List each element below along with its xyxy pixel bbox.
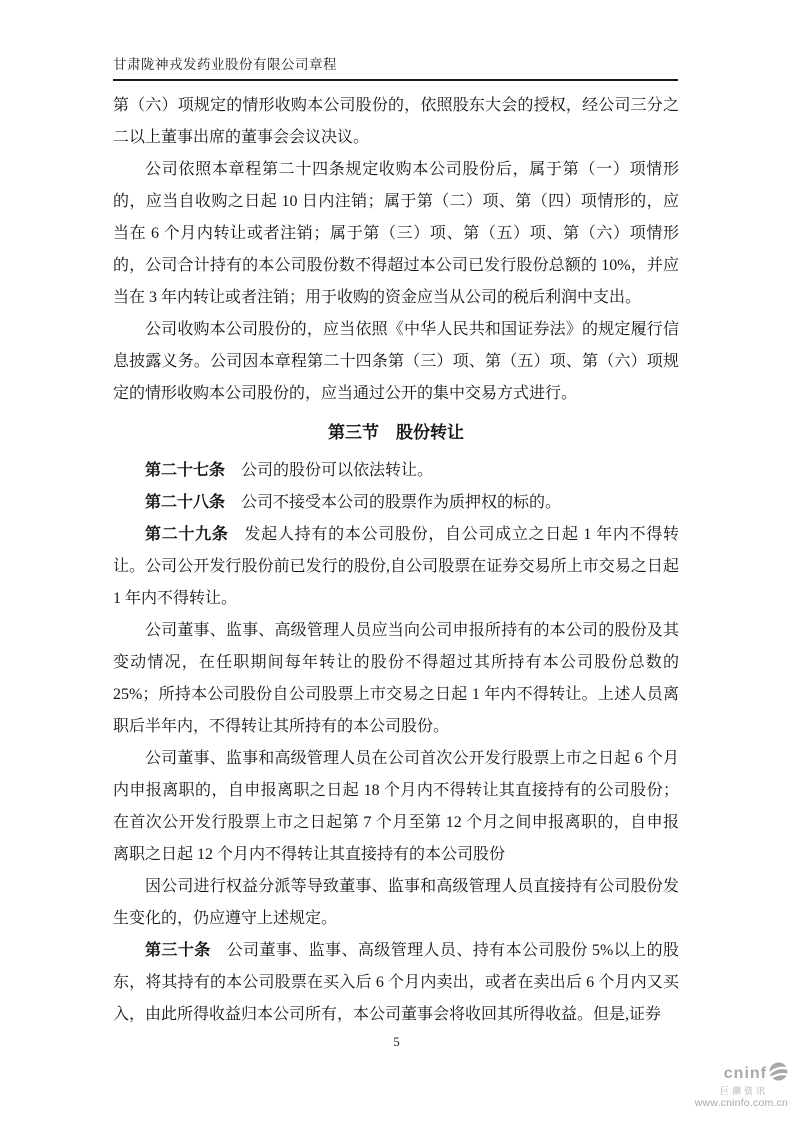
article-paragraph: 第二十九条 发起人持有的本公司股份，自公司成立之日起 1 年内不得转让。公司公开发行股份前已发行的股份,自公司股票在证券交易所上市交易之日起 1 年内不得转让。: [113, 526, 679, 607]
cninfo-brand-text: cninf: [723, 1064, 767, 1082]
cninfo-chinese-name: 巨潮资讯: [719, 1085, 768, 1096]
article-paragraph: 第二十七条 公司的股份可以依法转让。: [145, 462, 434, 479]
document-header: 甘肃陇神戎发药业股份有限公司章程: [113, 53, 678, 81]
cninfo-logo: [695, 1062, 788, 1110]
article-number: 第二十九条: [145, 526, 229, 543]
section-heading: 第三节 股份转让: [328, 423, 464, 442]
body-paragraph: 公司收购本公司股份的，应当依照《中华人民共和国证券法》的规定履行信息披露义务。公司因本章程第二十四条第（三）项、第（五）项、第（六）项规定的情形收购本公司股份的，应当通过公开的集中交易方式进行。: [113, 321, 679, 402]
body-paragraph: 因公司进行权益分派等导致董事、监事和高级管理人员直接持有公司股份发生变化的，仍应遵守上述规定。: [113, 878, 679, 927]
article-number: 第三十条: [145, 942, 211, 959]
cninfo-url: www.cninfo.com.cn: [694, 1097, 788, 1110]
body-paragraph: 第（六）项规定的情形收购本公司股份的，依照股东大会的授权，经公司三分之二以上董事出席的董事会会议决议。: [113, 97, 679, 146]
article-number: 第二十七条: [145, 462, 226, 479]
cninfo-logo-row: [695, 1062, 788, 1086]
article-paragraph: 第三十条 公司董事、监事、高级管理人员、持有本公司股份 5%以上的股东，将其持有的本公司股票在买入后 6 个月内卖出，或者在卖出后 6 个月内又买入，由此所得收益归本公司所有，本公司董事会将收回其所得收益。但是,证券: [113, 942, 679, 1023]
body-paragraph: 公司董事、监事、高级管理人员应当向公司申报所持有的本公司的股份及其变动情况，在任职期间每年转让的股份不得超过其所持有本公司股份总数的 25%；所持本公司股份自公司股票上市交易之日起 1 年内不得转让。上述人员离职后半年内，不得转让其所持有的本公司股份。: [113, 622, 679, 735]
document-body: [113, 90, 679, 1031]
article-paragraph: 第二十八条 公司不接受本公司的股票作为质押权的标的。: [145, 494, 562, 511]
article-number: 第二十八条: [145, 494, 226, 511]
page-number: 5: [393, 1034, 400, 1049]
cninfo-swirl-icon: [769, 1062, 788, 1086]
body-paragraph: 公司依照本章程第二十四条规定收购本公司股份后，属于第（一）项情形的，应当自收购之日起 10 日内注销；属于第（二）项、第（四）项情形的，应当在 6 个月内转让或者注销；属于第（三）项、第（五）项、第（六）项情形的，公司合计持有的本公司股份数不得超过本公司已发行股份总额的 10%，并应当在 3 年内转让或者注销；用于收购的资金应当从公司的税后利润中支出。: [113, 161, 679, 306]
body-paragraph: 公司董事、监事和高级管理人员在公司首次公开发行股票上市之日起 6 个月内申报离职的，自申报离职之日起 18 个月内不得转让其直接持有的公司股份；在首次公开发行股票上市之日起第 7 个月至第 12 个月之间申报离职的，自申报离职之日起 12 个月内不得转让其直接持有的本公司股份: [113, 750, 679, 863]
